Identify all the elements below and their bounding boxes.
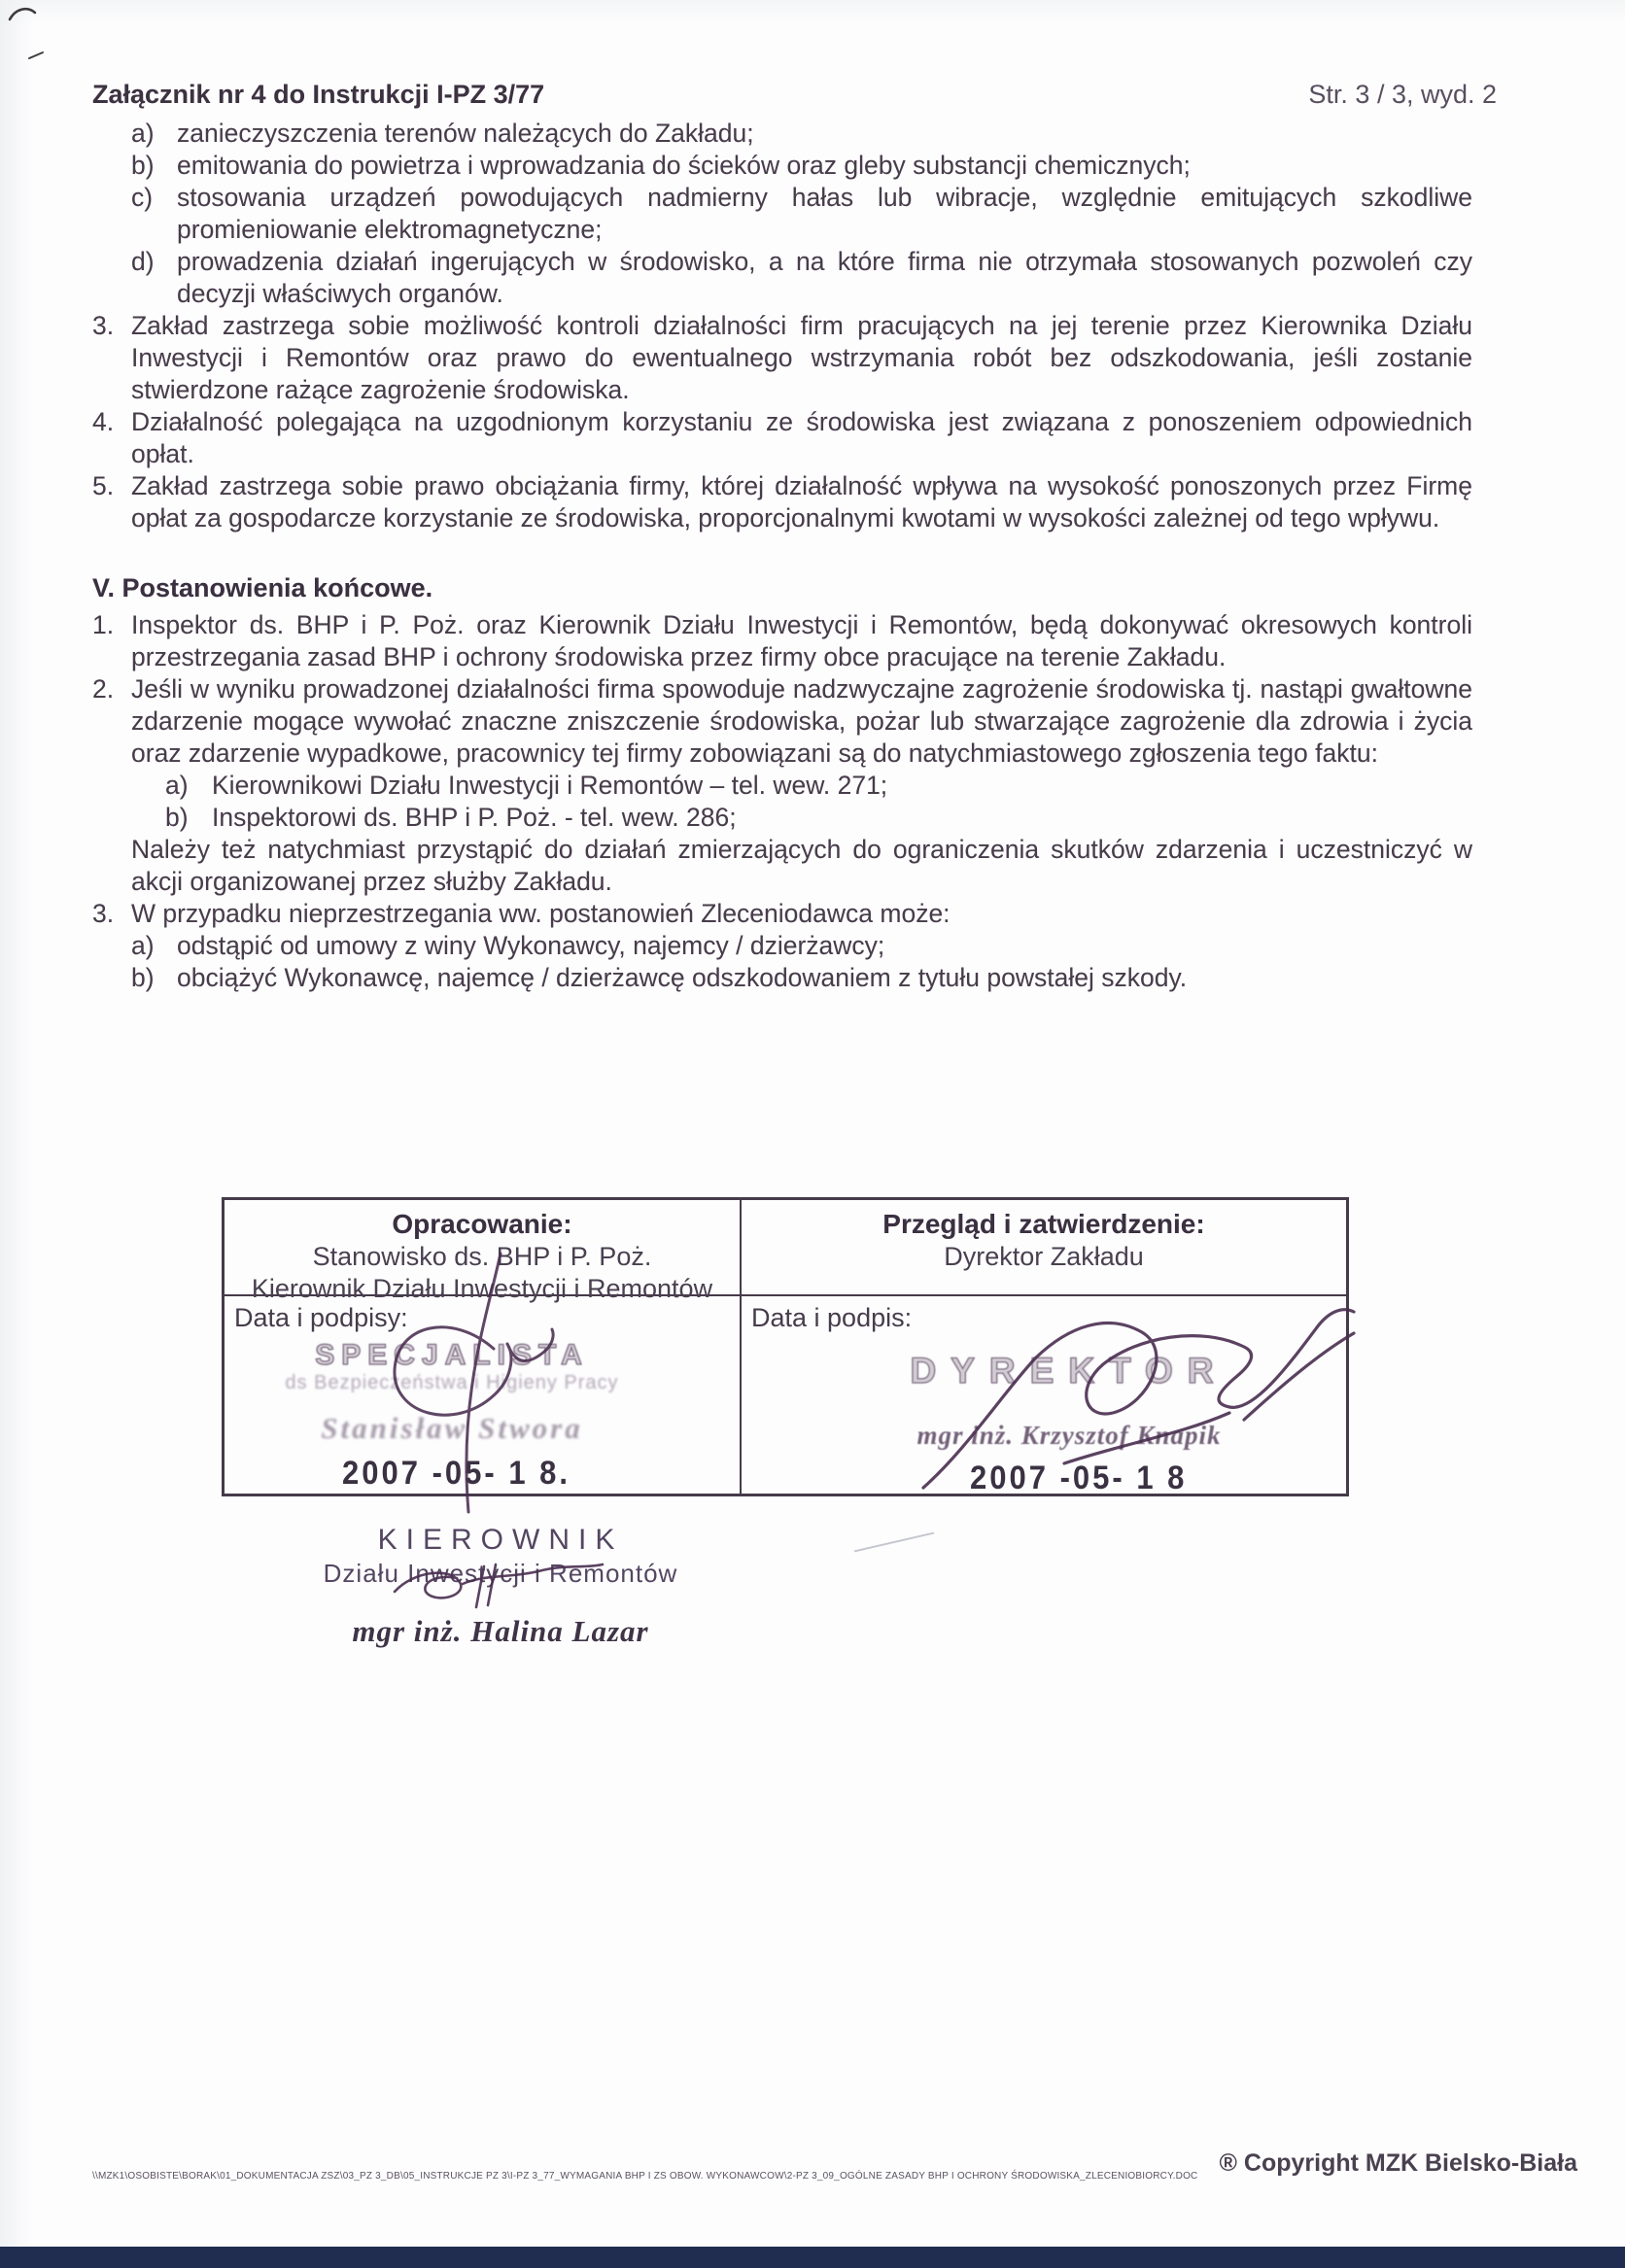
specjalista-stamp-subtitle: ds Bezpieczeństwa i Higieny Pracy	[285, 1372, 619, 1393]
list-text: odstąpić od umowy z winy Wykonawcy, najemcy / dzierżawcy;	[177, 931, 885, 960]
name-stamp-halina-lazar: mgr inż. Halina Lazar	[352, 1614, 649, 1648]
date-signature-label: Data i podpisy:	[234, 1303, 408, 1332]
table-cell-przeglad	[742, 1200, 1346, 1296]
kierownik-stamp-title: KIEROWNIK	[377, 1524, 624, 1556]
table-header-label: Opracowanie:	[392, 1209, 572, 1239]
date-stamp-left: 2007 -05- 1 8.	[342, 1453, 571, 1493]
list-marker: c)	[131, 183, 154, 212]
table-header-line: Kierownik Działu Inwestycji i Remontów	[251, 1274, 713, 1303]
note-text: Należy też natychmiast przystąpić do działań zmierzających do ograniczenia skutków zdarzenia i uczestniczyć w akcji organizowanej przez służby Zakładu.	[131, 835, 1472, 896]
list-marker: b)	[131, 963, 155, 992]
list-marker: a)	[131, 119, 155, 148]
list-item	[92, 802, 1472, 834]
attachment-title: Załącznik nr 4 do Instrukcji I-PZ 3/77	[92, 80, 545, 109]
scan-bottom-bar	[0, 2247, 1625, 2268]
list-marker: 4.	[92, 407, 115, 436]
list-marker: a)	[131, 931, 155, 960]
list-item	[92, 118, 1472, 150]
list-marker: 3.	[92, 899, 115, 928]
list-item	[92, 406, 1472, 470]
list-item	[92, 246, 1472, 310]
list-item	[92, 930, 1472, 962]
list-text: prowadzenia działań ingerujących w środowisko, a na które firma nie otrzymała stosowanych pozwoleń czy decyzji właściwych organów.	[177, 247, 1472, 308]
list-item	[92, 898, 1472, 930]
page-reference: Str. 3 / 3, wyd. 2	[1308, 80, 1497, 109]
list-text: Zakład zastrzega sobie prawo obciążania firmy, której działalność wpływa na wysokość ponoszonych przez Firmę opłat za gospodarcze korzystanie ze środowiska, proporcjonalnymi kwotami w wysokości zależnej od tego wpływu.	[131, 471, 1472, 533]
pencil-artifact	[854, 1532, 934, 1553]
table-header-label: Przegląd i zatwierdzenie:	[882, 1209, 1205, 1239]
section-heading: V. Postanowienia końcowe.	[92, 573, 433, 602]
list-marker: 5.	[92, 471, 115, 500]
dyrektor-stamp: DYREKTOR	[910, 1351, 1228, 1391]
list-marker: a)	[165, 771, 189, 800]
list-item	[92, 962, 1472, 994]
list-marker: 2.	[92, 674, 115, 704]
kierownik-stamp-subtitle: Działu Inwestycji i Remontów	[323, 1559, 678, 1588]
list-text: Inspektor ds. BHP i P. Poż. oraz Kierownik Działu Inwestycji i Remontów, będą dokonywać okresowych kontroli przestrzegania zasad BHP i ochrony środowiska przez firmy obce pracujące na terenie Zakładu.	[131, 610, 1472, 671]
name-stamp-stanislaw-stwora: Stanisław Stwora	[321, 1411, 583, 1445]
list-marker: b)	[165, 803, 189, 832]
document-body	[92, 118, 1472, 994]
list-item	[92, 673, 1472, 770]
kierownik-stamp-block	[292, 1524, 709, 1649]
table-header-line: Dyrektor Zakładu	[944, 1242, 1144, 1271]
table-cell-opracowanie	[225, 1200, 742, 1303]
footer-copyright: ® Copyright MZK Bielsko-Biała	[1219, 2149, 1577, 2177]
list-marker: 3.	[92, 311, 115, 340]
footer-file-path: \\MZK1\OSOBISTE\BORAK\01_DOKUMENTACJA ZSZ\03_PZ 3_DB\05_INSTRUKCJE PZ 3\I-PZ 3_77_WYMAGANIA BHP I ZS OBOW. WYKONAWCOW\2-PZ 3_09_OGÓLNE ZASADY BHP I OCHRONY ŚRODOWISKA_ZLECENIOBIORCY.DOC	[92, 2171, 1198, 2182]
list-text: obciążyć Wykonawcę, najemcę / dzierżawcę odszkodowaniem z tytułu powstałej szkody.	[177, 963, 1188, 992]
date-signature-label: Data i podpis:	[751, 1303, 913, 1332]
date-stamp-right: 2007 -05- 1 8	[970, 1458, 1188, 1497]
list-text: W przypadku nieprzestrzegania ww. postanowień Zleceniodawca może:	[131, 899, 951, 928]
list-text: Działalność polegająca na uzgodnionym korzystaniu ze środowiska jest związana z ponoszeniem odpowiednich opłat.	[131, 407, 1472, 468]
list-text: stosowania urządzeń powodujących nadmierny hałas lub wibracje, względnie emitujących szkodliwe promieniowanie elektromagnetyczne;	[177, 183, 1472, 244]
list-item	[92, 609, 1472, 673]
list-item	[92, 770, 1472, 802]
specjalista-stamp: SPECJALISTA	[315, 1339, 589, 1371]
list-text: Kierownikowi Działu Inwestycji i Remontów – tel. wew. 271;	[212, 771, 888, 800]
table-header-line: Stanowisko ds. BHP i P. Poż.	[312, 1242, 652, 1271]
scan-pen-marks	[6, 4, 64, 72]
list-marker: b)	[131, 151, 155, 180]
list-item	[92, 310, 1472, 406]
list-item	[92, 470, 1472, 534]
list-item	[92, 150, 1472, 182]
list-marker: 1.	[92, 610, 115, 639]
list-text: emitowania do powietrza i wprowadzania do ścieków oraz gleby substancji chemicznych;	[177, 151, 1191, 180]
name-stamp-krzysztof-knapik: mgr inż. Krzysztof Knapik	[916, 1421, 1222, 1450]
list-text: zanieczyszczenia terenów należących do Zakładu;	[177, 119, 754, 148]
list-marker: d)	[131, 247, 155, 276]
list-text: Jeśli w wyniku prowadzonej działalności firma spowoduje nadzwyczajne zagrożenie środowiska tj. nastąpi gwałtowne zdarzenie mogące wywołać znaczne zniszczenie środowiska, pożar lub stwarzające zagrożenie dla zdrowia i życia oraz zdarzenie wypadkowe, pracownicy tej firmy zobowiązani są do natychmiastowego zgłoszenia tego faktu:	[131, 674, 1472, 768]
list-text: Inspektorowi ds. BHP i P. Poż. - tel. wew. 286;	[212, 803, 737, 832]
list-text: Zakład zastrzega sobie możliwość kontroli działalności firm pracujących na jej terenie przez Kierownika Działu Inwestycji i Remontów oraz prawo do ewentualnego wstrzymania robót bez odszkodowania, jeśli zostanie stwierdzone rażące zagrożenie środowiska.	[131, 311, 1472, 404]
list-item	[92, 182, 1472, 246]
document-header	[92, 80, 1497, 110]
